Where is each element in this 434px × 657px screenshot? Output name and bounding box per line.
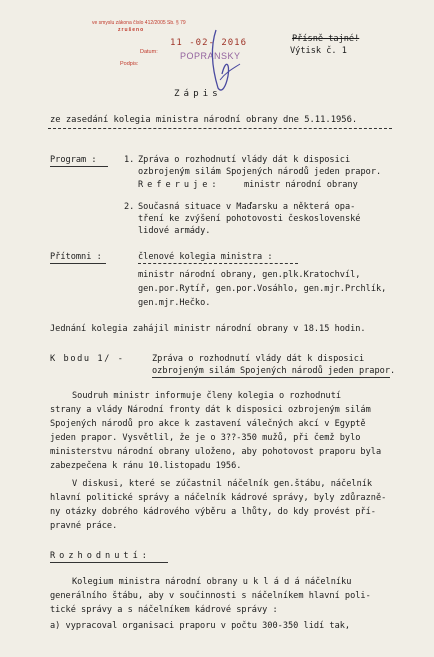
program-item2-line2: tření ke zvýšení pohotovosti československé [138, 214, 361, 224]
title-divider [48, 128, 392, 129]
referuje-label: Referuje: [138, 180, 221, 190]
present-line3: gen.mjr.Hečko. [138, 298, 211, 308]
program-item1-line1: Zpráva o rozhodnutí vlády dát k disposici [138, 155, 351, 165]
decision-line-4: a) vypracoval organisaci praporu v počtu 300-350 lidí tak, [50, 621, 351, 631]
p1-line-1: Soudruh ministr informuje členy kolegia o rozhodnutí [72, 391, 342, 401]
decision-underline [50, 562, 168, 563]
decision-label: Rozhodnutí: [50, 551, 151, 561]
stamp-line-1: ve smyslu zákona číslo 412/2005 Sb. § 79 [92, 20, 186, 26]
p2-line-2: hlavní politické správy a náčelník kádrové správy, byly zdůrazně- [50, 493, 387, 503]
p2-line-4: pravné práce. [50, 521, 118, 531]
document-subtitle: ze zasedání kolegia ministra národní obrany dne 5.11.1956. [50, 115, 358, 125]
decision-line-1: Kolegium ministra národní obrany u k l á d á náčelníku [72, 577, 352, 587]
present-line1: ministr národní obrany, gen.plk.Kratochvíl, [138, 270, 361, 280]
present-line2: gen.por.Rytíř, gen.por.Vosáhlo, gen.mjr.Prchlík, [138, 284, 387, 294]
stamp-sign-label: Podpis: [120, 61, 139, 67]
program-item2-num: 2. [124, 202, 135, 212]
referuje-value: ministr národní obrany [244, 180, 358, 190]
classification-mark: Přísně tajné! [292, 34, 360, 44]
document-title: Zápis [174, 88, 222, 99]
bod1-line2: ozbrojeným silám Spojených národů jeden prapor. [152, 366, 396, 376]
program-label: Program : [50, 155, 97, 165]
present-heading: členové kolegia ministra : [138, 252, 273, 262]
bod1-underline [152, 377, 390, 378]
stamp-line-2: zrušeno [118, 27, 145, 33]
opening-line: Jednání kolegia zahájil ministr národní obrany v 18.15 hodin. [50, 324, 366, 334]
p2-line-1: V diskusi, které se zúčastnil náčelník gen.štábu, náčelník [72, 479, 373, 489]
stamp-date-label: Datum: [140, 49, 158, 55]
program-underline [50, 166, 108, 167]
program-item2-line3: lidové armády. [138, 226, 211, 236]
decision-line-3: tické správy a s náčelníkem kádrové správy : [50, 605, 278, 615]
present-heading-underline [138, 263, 298, 264]
stamp-date: 11 -02- 2016 [170, 38, 248, 48]
p1-line-4: jeden prapor. Vysvětlil, že je o 3??-350 mužů, při čemž bylo [50, 433, 361, 443]
present-label: Přítomni : [50, 252, 102, 262]
stamp-smudge: POPRANSKY [180, 51, 241, 61]
program-item1-line2: ozbrojeným silám Spojených národů jeden prapor. [138, 167, 382, 177]
p2-line-3: ny otázky dobrého kádrového výběru a lhůty, do kdy provést pří- [50, 507, 376, 517]
p1-line-5: ministerstvu národní obrany uloženo, aby pohotovost praporu byla [50, 447, 382, 457]
program-item2-line1: Současná situace v Maďarsku a některá opa- [138, 202, 356, 212]
program-item1-num: 1. [124, 155, 135, 165]
p1-line-3: Spojených národů pro akce k zastavení válečných akcí v Egyptě [50, 419, 366, 429]
p1-line-2: strany a vlády Národní fronty dát k disposici ozbrojeným silám [50, 405, 371, 415]
present-underline [50, 263, 106, 264]
copy-number: Výtisk č. 1 [290, 46, 347, 56]
decision-line-2: generálního štábu, aby v součinnosti s náčelníkem hlavní poli- [50, 591, 371, 601]
bod1-line1: Zpráva o rozhodnutí vlády dát k disposici [152, 354, 365, 364]
bod1-label: K bodu 1/ - [50, 354, 125, 364]
p1-line-6: zabezpečena k ránu 10.listopadu 1956. [50, 461, 242, 471]
